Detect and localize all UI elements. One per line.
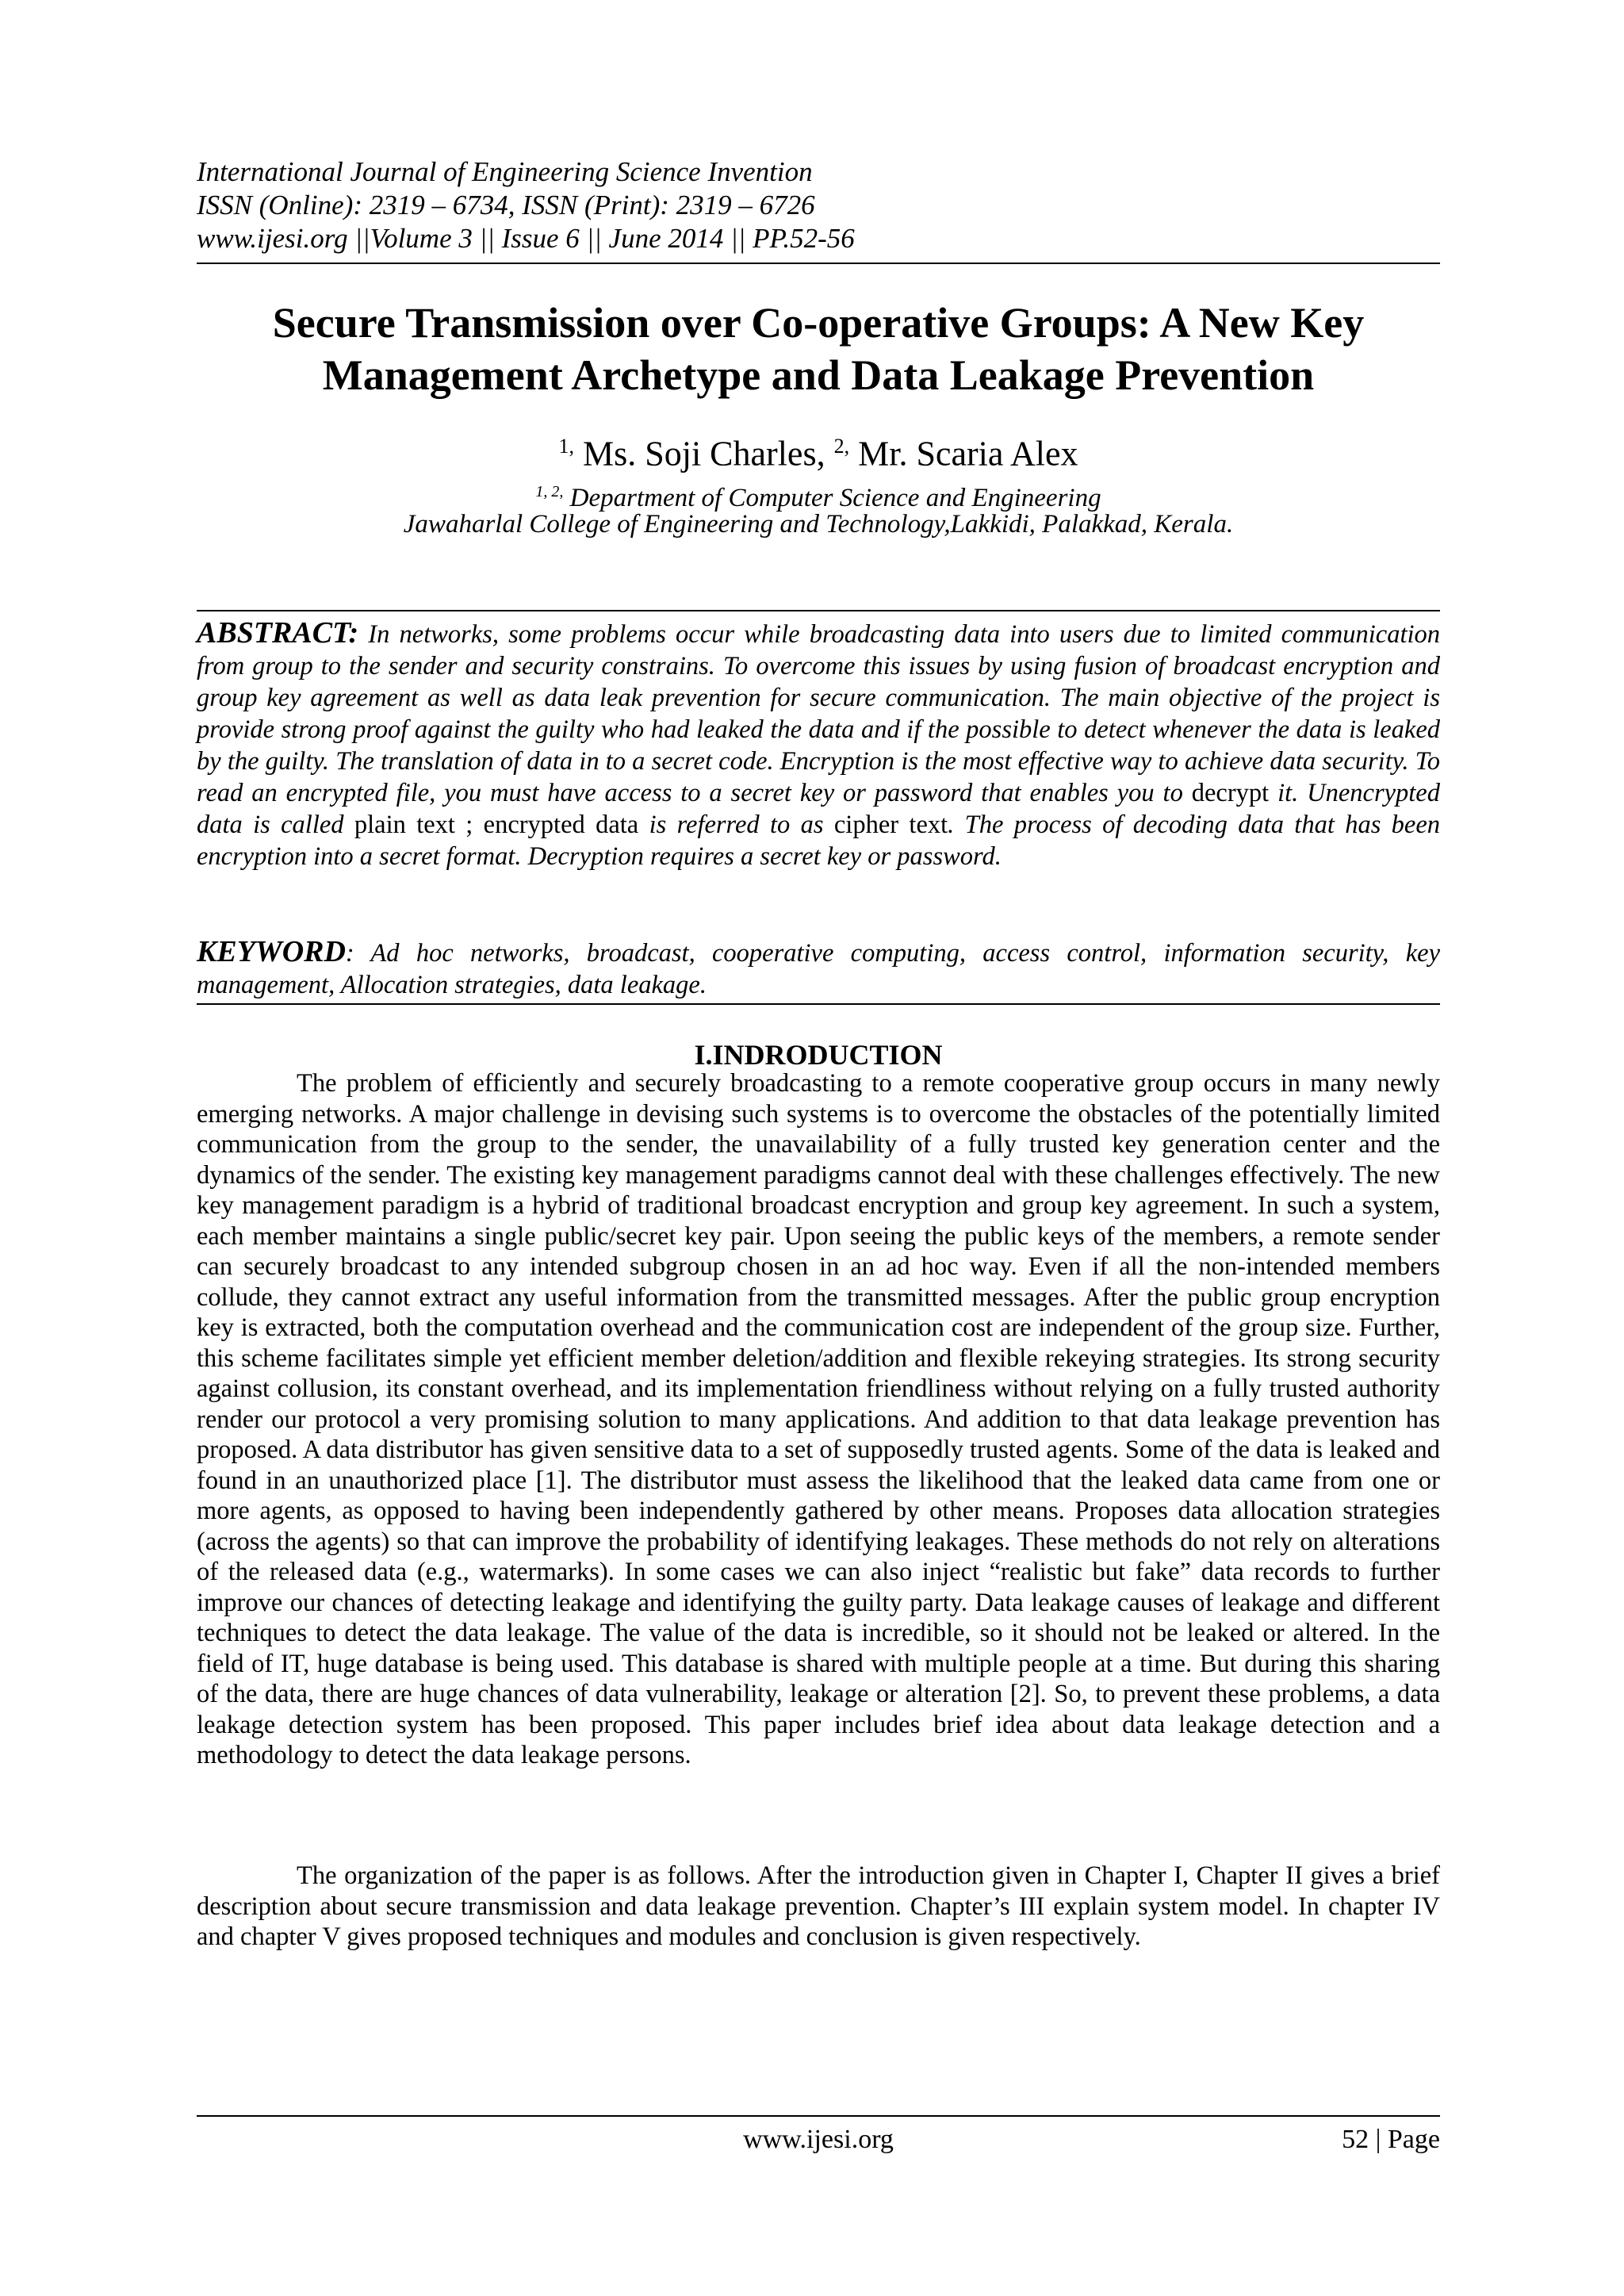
affiliation-marker: 1, 2, (535, 483, 564, 500)
affiliation-college: Jawaharlal College of Engineering and Technology,Lakkidi, Palakkad, Kerala. (403, 510, 1234, 539)
author-2: Mr. Scaria Alex (858, 434, 1078, 473)
journal-header (197, 155, 1440, 255)
abstract-term-decrypt: decrypt (1191, 779, 1270, 807)
author-1-marker: 1, (558, 435, 575, 458)
abstract-text-2: it. Unencrypted data is called (197, 779, 1440, 839)
abstract-term-cipher-text: cipher text (833, 811, 948, 839)
section-heading: I.INDRODUCTION (694, 1039, 943, 1071)
keywords (197, 936, 1440, 1001)
author-1: Ms. Soji Charles, (583, 434, 825, 473)
keyword-label: KEYWORD (197, 935, 346, 968)
journal-issue: www.ijesi.org ||Volume 3 || Issue 6 || June 2014 || PP.52-56 (197, 223, 855, 254)
intro-paragraph-2: The organization of the paper is as follows. After the introduction given in Chapter I, Chapter II gives a brief description about secure transmission and data leakage prevention. Chapter’s III explain system model. In chapter IV and chapter V gives proposed techniques and modules and conclusion is given respectively. (197, 1861, 1440, 1951)
abstract (197, 617, 1440, 872)
footer-rule (197, 2115, 1440, 2117)
author-2-marker: 2, (833, 435, 850, 458)
affiliation-department: Department of Computer Science and Engineering (569, 484, 1101, 512)
keyword-bottom-rule (197, 1003, 1440, 1005)
journal-name: International Journal of Engineering Science Invention (197, 156, 813, 187)
abstract-text-4: . The process of decoding data that has been encryption into a secret format. Decryption requires a secret key or password. (197, 811, 1441, 871)
intro-paragraph-1: The problem of efficiently and securely broadcasting to a remote cooperative group occurs in many newly emerging networks. A major challenge in devising such systems is to overcome the obstacles of the potentially limited communication from the group to the sender, the unavailability of a fully trusted key generation center and the dynamics of the sender. The existing key management paradigms cannot deal with these challenges effectively. The new key management paradigm is a hybrid of traditional broadcast encryption and group key agreement. In such a system, each member maintains a single public/secret key pair. Upon seeing the public keys of the members, a remote sender can securely broadcast to any intended subgroup chosen in an ad hoc way. Even if all the non-intended members collude, they cannot extract any useful information from the transmitted messages. After the public group encryption key is extracted, both the computation overhead and the communication cost are independent of the group size. Further, this scheme facilitates simple yet efficient member deletion/addition and flexible rekeying strategies. Its strong security against collusion, its constant overhead, and its implementation friendliness without relying on a fully trusted authority render our protocol a very promising solution to many applications. And addition to that data leakage prevention has proposed. A data distributor has given sensitive data to a set of supposedly trusted agents. Some of the data is leaked and found in an unauthorized place [1]. The distributor must assess the likelihood that the leaked data came from one or more agents, as opposed to having been independently gathered by other means. Proposes data allocation strategies (across the agents) so that can improve the probability of identifying leakages. These methods do not rely on alterations of the released data (e.g., watermarks). In some cases we can also inject “realistic but fake” data records to further improve our chances of detecting leakage and identifying the guilty party. Data leakage causes of leakage and different techniques to detect the data leakage. The value of the data is incredible, so it should not be leaked or altered. In the field of IT, huge database is being used. This database is shared with multiple people at a time. But during this sharing of the data, there are huge chances of data vulnerability, leakage or alteration [2]. So, to prevent these problems, a data leakage detection system has been proposed. This paper includes brief idea about data leakage detection and a methodology to detect the data leakage persons. (197, 1069, 1440, 1769)
journal-issn: ISSN (Online): 2319 – 6734, ISSN (Print): 2319 – 6726 (197, 190, 815, 220)
paper-title (197, 297, 1440, 401)
keyword-text: : Ad hoc networks, broadcast, cooperative computing, access control, information security, key management, Allocation strategies, data leakage. (197, 939, 1440, 999)
author-list (197, 425, 1440, 476)
footer-page-number: 52 | Page (1342, 2125, 1440, 2154)
abstract-text-3: is referred to as (649, 811, 824, 839)
title-line-1: Secure Transmission over Co-operative Groups: A New Key (272, 299, 1365, 347)
header-rule (197, 263, 1440, 264)
abstract-term-plain-text: plain text ; encrypted data (354, 811, 639, 839)
abstract-label: ABSTRACT: (197, 616, 359, 650)
title-line-2: Management Archetype and Data Leakage Prevention (322, 351, 1315, 399)
footer-url: www.ijesi.org (743, 2125, 894, 2154)
abstract-text-1: In networks, some problems occur while broadcasting data into users due to limited communication from group to the sender and security constrains. To overcome this issues by using fusion of broadcast encryption and group key agreement as well as data leak prevention for secure communication. The main objective of the project is provide strong proof against the guilty who had leaked the data and if the possible to detect whenever the data is leaked by the guilty. The translation of data in to a secret code. Encryption is the most effective way to achieve data security. To read an encrypted file, you must have access to a secret key or password that enables you to (197, 620, 1441, 807)
paper-page (197, 0, 1440, 2296)
abstract-top-rule (197, 610, 1440, 611)
